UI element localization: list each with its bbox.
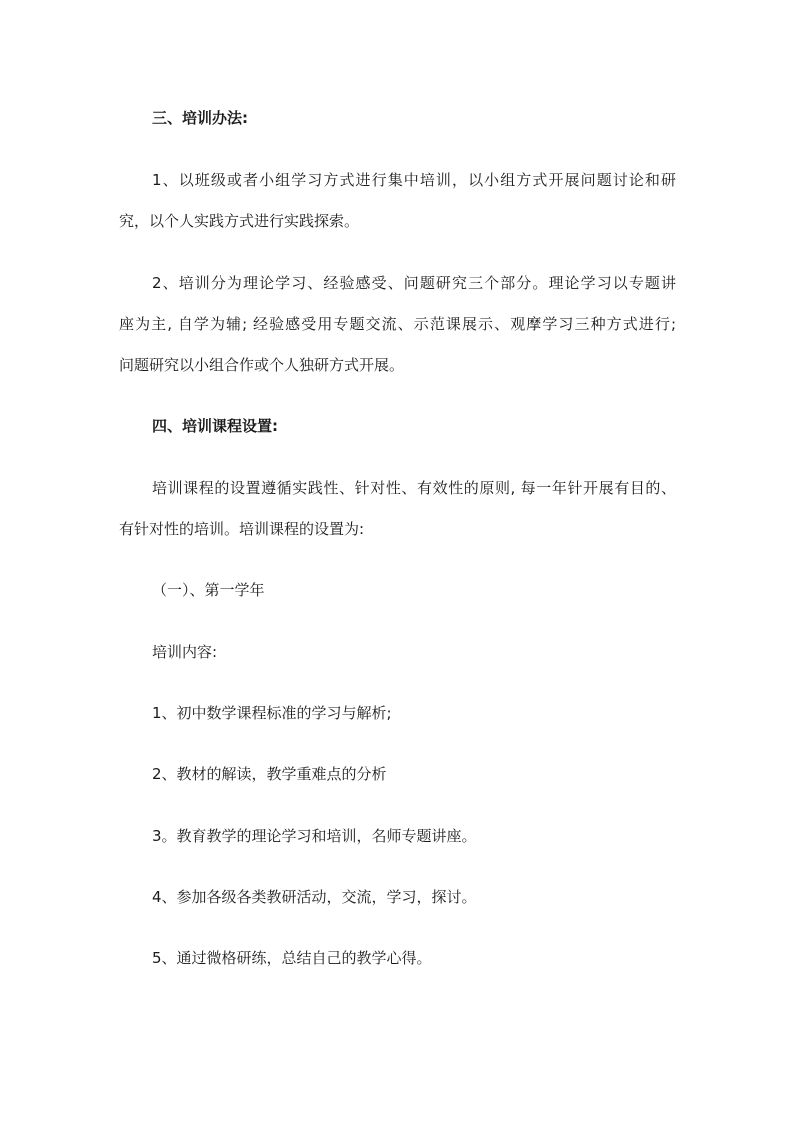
- list-item: 1、初中数学课程标准的学习与解析;: [152, 704, 392, 722]
- section-heading-training-methods: 三、培训办法:: [152, 109, 248, 127]
- paragraph-1-line-2: 究，以个人实践方式进行实践探索。: [119, 212, 360, 230]
- paragraph-2-line-2: 座为主, 自学为辅; 经验感受用专题交流、示范课展示、观摩学习三种方式进行;: [119, 315, 676, 333]
- paragraph-2-line-3: 问题研究以小组合作或个人独研方式开展。: [119, 356, 405, 374]
- section-heading-course-settings: 四、培训课程设置:: [152, 417, 278, 435]
- paragraph-2-line-1: 2、培训分为理论学习、经验感受、问题研究三个部分。理论学习以专题讲: [152, 274, 676, 292]
- paragraph-1-line-1: 1、以班级或者小组学习方式进行集中培训，以小组方式开展问题讨论和研: [152, 171, 676, 189]
- intro-line-1: 培训课程的设置遵循实践性、针对性、有效性的原则, 每一年针开展有目的、: [152, 479, 676, 497]
- first-year-label: （一）、第一学年: [152, 581, 265, 599]
- list-item: 4、参加各级各类教研活动，交流，学习，探讨。: [152, 888, 477, 906]
- list-item: 3。教育教学的理论学习和培训，名师专题讲座。: [152, 827, 477, 845]
- intro-line-2: 有针对性的培训。培训课程的设置为:: [119, 520, 365, 538]
- list-item: 5、通过微格研练，总结自己的教学心得。: [152, 949, 432, 967]
- list-item: 2、教材的解读，教学重难点的分析: [152, 765, 387, 783]
- training-content-label: 培训内容:: [152, 643, 218, 661]
